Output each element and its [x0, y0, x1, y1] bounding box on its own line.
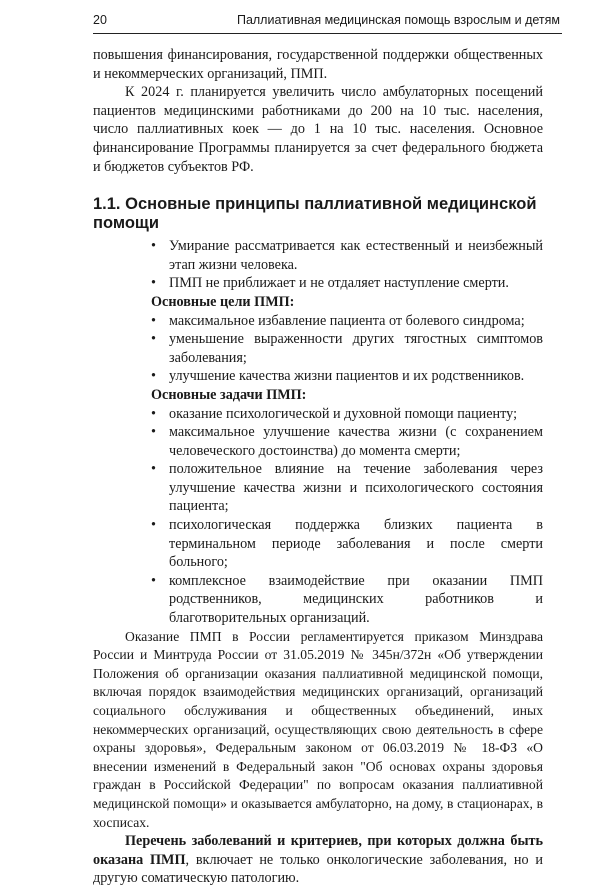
final-bold-text: Перечень заболеваний и критериев, при которых должна быть оказана ПМП [93, 833, 543, 868]
bullet-icon: • [151, 312, 156, 329]
page-number: 20 [93, 13, 107, 27]
tasks-list [93, 405, 543, 628]
list-item: • оказание психологической и духовной помощи пациенту; [151, 405, 518, 422]
list-item: • максимальное избавление пациента от болевого синдрома; [151, 312, 525, 329]
bullet-icon: • [151, 572, 156, 589]
bullet-icon: • [151, 405, 156, 422]
list-item: • комплексное взаимодействие при оказании ПМП родственников, медицинских работников и благотворительных организаций. [151, 572, 543, 627]
bullet-icon: • [151, 275, 156, 292]
regulation-paragraph: Оказание ПМП в России регламентируется приказом Минздрава России и Минтруда России от 31.05.2019 № 345н/372н «Об утверждении Положения об организации оказания паллиативной медицинской помощи, включая порядок взаимодействия медицинских организаций, организаций социального обслуживания и общественных объединений, иных некоммерческих организаций, осуществляющих свою деятельность в сфере охраны здоровья», Федеральным законом от 06.03.2019 № 18-ФЗ «О внесении изменений в Федеральный закон "Об основах охраны здоровья граждан в Российской Федерации" по вопросам оказания паллиативной медицинской помощи» и оказывается амбулаторно, на дому, в стационарах, в хосписах. [93, 628, 543, 830]
header-rule [93, 33, 562, 34]
running-title: Паллиативная медицинская помощь взрослым и детям [236, 13, 560, 27]
final-paragraph [93, 832, 543, 888]
intro-paragraph-2: К 2024 г. планируется увеличить число амбулаторных посещений пациентов медицинскими работниками до 200 на 10 тыс. населения, число паллиативных коек — до 1 на 10 тыс. населения. Основное финансирование Программы планируется за счет федерального бюджета и бюджетов субъектов РФ. [93, 84, 543, 175]
bullet-icon: • [151, 331, 156, 348]
page-header [0, 0, 600, 36]
list-item: • ПМП не приближает и не отдаляет наступление смерти. [151, 275, 509, 292]
goals-heading: Основные цели ПМП: [151, 293, 295, 310]
principles-list [93, 237, 543, 293]
page-body [93, 46, 543, 888]
intro-paragraph-1: повышения финансирования, государственной поддержки общественных и некоммерческих организаций, ПМП. [93, 47, 543, 82]
bullet-icon: • [151, 368, 156, 385]
bullet-icon: • [151, 238, 156, 255]
list-item: • уменьшение выраженности других тягостных симптомов заболевания; [151, 331, 543, 366]
bullet-icon: • [151, 461, 156, 478]
list-item: • психологическая поддержка близких пациента в терминальном периоде заболевания и после смерти больного; [151, 517, 543, 571]
list-item: • максимальное улучшение качества жизни (с сохранением человеческого достоинства) до момента смерти; [151, 424, 543, 459]
goals-list [93, 312, 543, 386]
list-item: • Умирание рассматривается как естественный и неизбежный этап жизни человека. [151, 238, 543, 273]
list-item: • положительное влияние на течение заболевания через улучшение качества жизни и психологического состояния пациента; [151, 461, 543, 515]
tasks-heading: Основные задачи ПМП: [151, 386, 307, 403]
list-item: • улучшение качества жизни пациентов и их родственников. [151, 368, 525, 385]
final-text: , включает не только онкологические заболевания, но и другую соматическую патологию. [93, 851, 543, 887]
bullet-icon: • [151, 517, 156, 534]
bullet-icon: • [151, 424, 156, 441]
section-heading: 1.1. Основные принципы паллиативной медицинской помощи [93, 195, 537, 233]
